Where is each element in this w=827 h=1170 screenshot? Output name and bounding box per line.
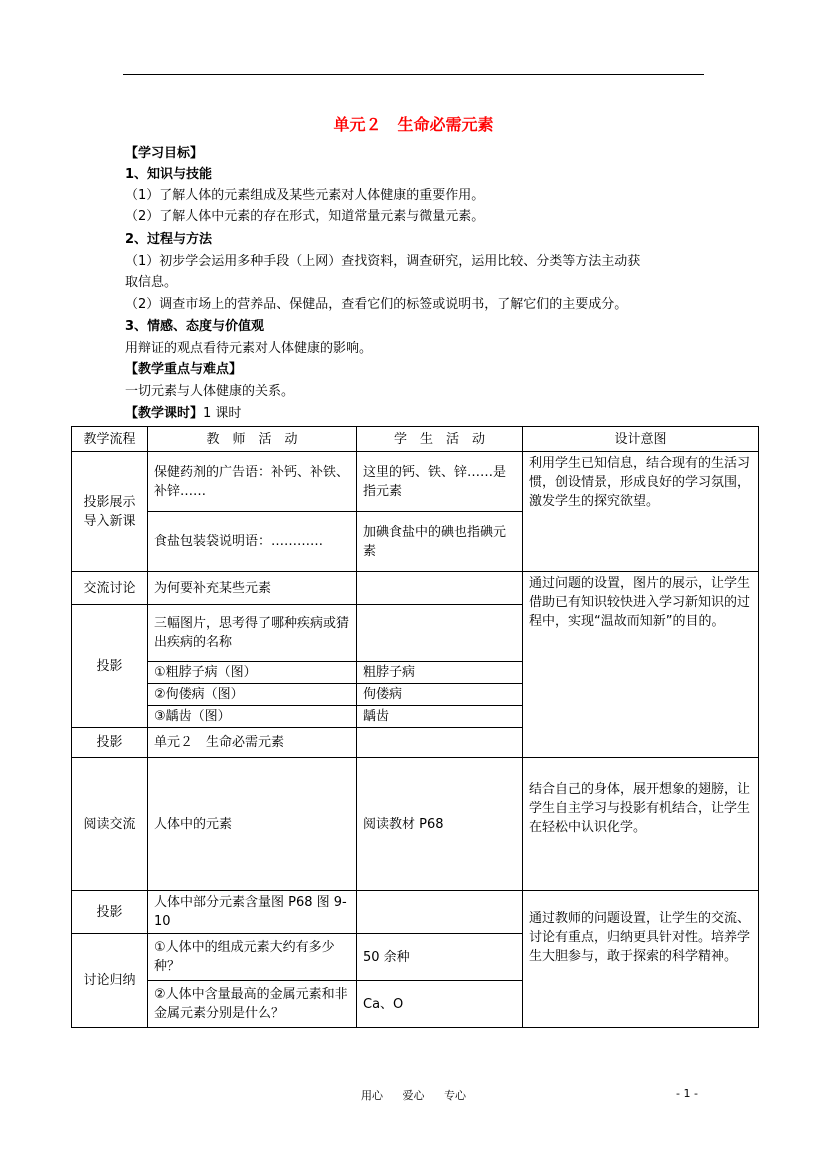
student-cell: 龋齿 [357,706,523,728]
section-2-line-1: （1）初步学会运用多种手段（上网）查找资料，调查研究，运用比较、分类等方法主动获 [125,254,641,269]
header-intent: 设计意图 [523,427,759,452]
hours-label: 【教学课时】 [125,406,204,421]
section-3-line-1: 用辩证的观点看待元素对人体健康的影响。 [125,341,373,356]
table-row [72,891,759,934]
section-2-heading: 2、过程与方法 [125,232,213,247]
student-cell: 加碘食盐中的碘也指碘元素 [357,512,523,572]
teacher-cell: ①粗脖子病（图） [148,662,357,684]
table-header-row [72,427,759,452]
stage-cell: 交流讨论 [72,572,148,605]
student-cell [357,891,523,934]
stage-cell: 讨论归纳 [72,934,148,1028]
page-title: 单元２ 生命必需元素 [333,115,494,134]
key-text: 一切元素与人体健康的关系。 [125,384,295,399]
section-2-line-2: 取信息。 [125,275,178,290]
header-teacher: 教 师 活 动 [148,427,357,452]
student-cell: 这里的钙、铁、锌……是指元素 [357,452,523,512]
section-2-line-3: （2）调查市场上的营养品、保健品，查看它们的标签或说明书，了解它们的主要成分。 [125,297,628,312]
intent-cell: 利用学生已知信息，结合现有的生活习惯，创设情景，形成良好的学习氛围，激发学生的探究欲望。 [523,452,759,572]
teacher-cell: ②佝偻病（图） [148,684,357,706]
page-number: - 1 - [676,1087,698,1100]
student-cell: 阅读教材 P68 [357,758,523,891]
stage-cell: 投影 [72,728,148,758]
header-rule [123,74,704,75]
table-row [72,452,759,512]
teacher-cell: 食盐包装袋说明语：………… [148,512,357,572]
student-cell [357,605,523,662]
teacher-cell: ②人体中含量最高的金属元素和非金属元素分别是什么？ [148,981,357,1028]
student-cell: 50 余种 [357,934,523,981]
stage-cell: 投影 [72,605,148,728]
stage-cell: 投影展示导入新课 [72,452,148,572]
teacher-cell: 保健药剂的广告语：补钙、补铁、补锌…… [148,452,357,512]
intent-cell: 通过教师的问题设置，让学生的交流、讨论有重点，归纳更具针对性。培养学生大胆参与，敢于探索的科学精神。 [523,891,759,1028]
section-1-line-2: （2）了解人体中元素的存在形式，知道常量元素与微量元素。 [125,209,485,224]
teacher-cell: 人体中部分元素含量图 P68 图 9-10 [148,891,357,934]
section-1-heading: 1、知识与技能 [125,167,213,182]
header-student: 学 生 活 动 [357,427,523,452]
footer-motto: 用心 爱心 专心 [361,1089,466,1102]
lesson-plan-table [71,426,759,1028]
teacher-cell: 为何要补充某些元素 [148,572,357,605]
teacher-cell: 三幅图片，思考得了哪种疾病或猜出疾病的名称 [148,605,357,662]
teacher-cell: ①人体中的组成元素大约有多少种？ [148,934,357,981]
stage-cell: 阅读交流 [72,758,148,891]
header-stage: 教学流程 [72,427,148,452]
hours-value: 1 课时 [203,406,242,421]
student-cell [357,572,523,605]
student-cell: Ca、O [357,981,523,1028]
table-row [72,572,759,605]
intent-cell: 通过问题的设置，图片的展示，让学生借助已有知识较快进入学习新知识的过程中，实现“温故而知新”的目的。 [523,572,759,758]
teacher-cell: ③龋齿（图） [148,706,357,728]
student-cell: 佝偻病 [357,684,523,706]
stage-cell: 投影 [72,891,148,934]
student-cell: 粗脖子病 [357,662,523,684]
table-row [72,758,759,891]
key-heading: 【教学重点与难点】 [125,362,243,377]
intent-cell: 结合自己的身体，展开想象的翅膀，让学生自主学习与投影有机结合，让学生在轻松中认识化学。 [523,758,759,891]
student-cell [357,728,523,758]
section-3-heading: 3、情感、态度与价值观 [125,319,265,334]
section-1-line-1: （1）了解人体的元素组成及某些元素对人体健康的重要作用。 [125,188,485,203]
teacher-cell: 人体中的元素 [148,758,357,891]
teacher-cell: 单元２ 生命必需元素 [148,728,357,758]
goals-heading: 【学习目标】 [125,146,204,161]
hours-line [125,405,241,423]
